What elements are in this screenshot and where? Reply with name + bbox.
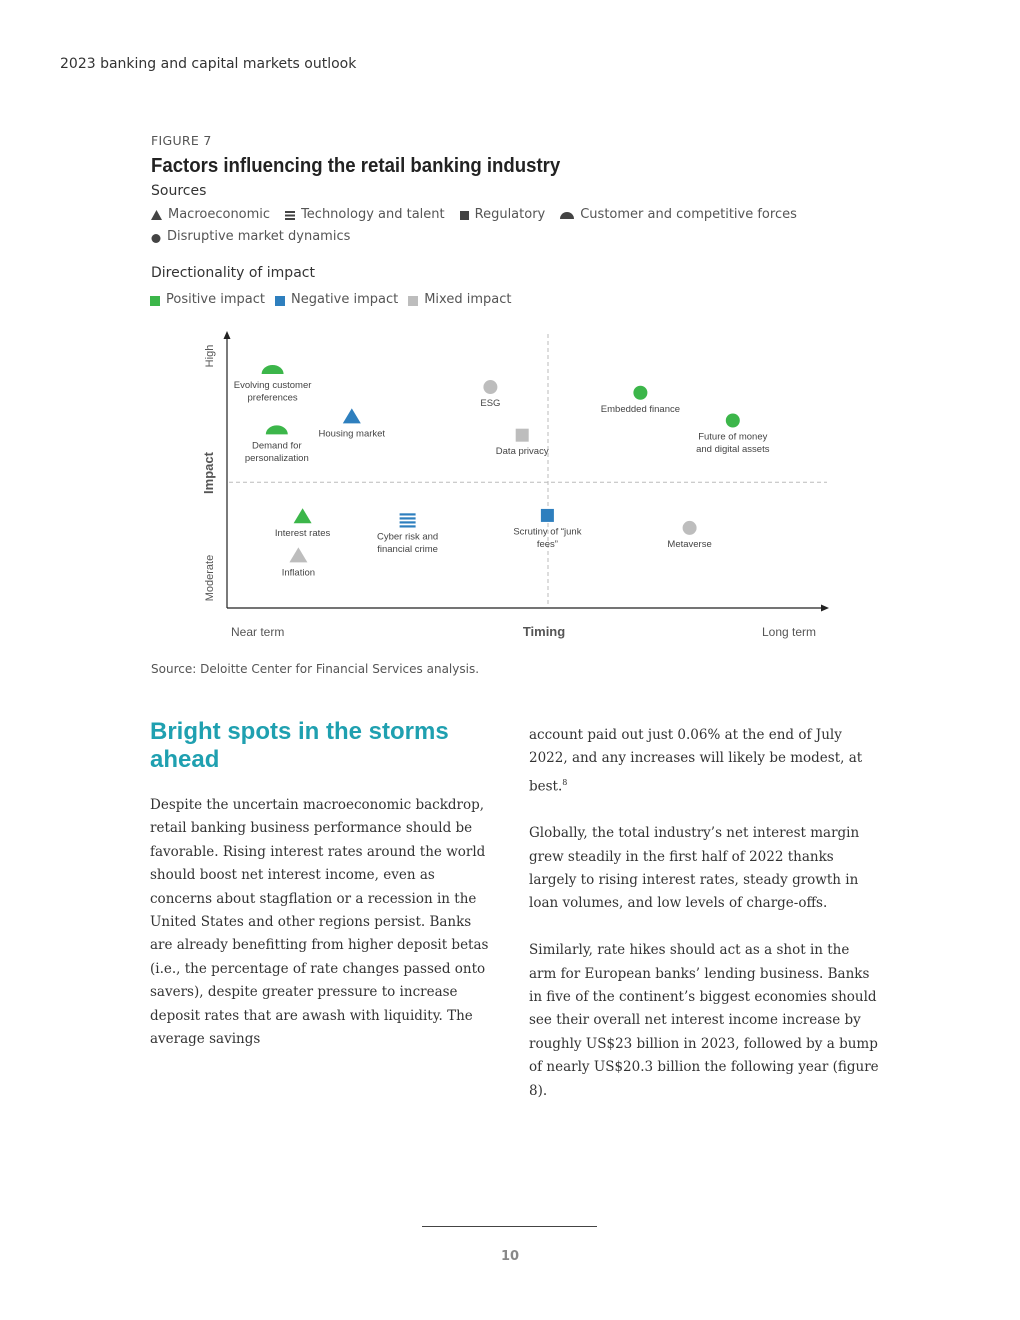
point-label [319, 428, 386, 439]
circle-marker [726, 413, 740, 427]
endnote-marker[interactable]: 8 [562, 777, 568, 787]
point-label-line: Scrutiny of “junk [513, 526, 582, 538]
y-axis-arrow [224, 331, 231, 339]
x-tick-near-term: Near term [231, 625, 285, 639]
point-label [667, 539, 711, 550]
point-label-line: fees” [536, 538, 558, 550]
triangle-marker [343, 408, 361, 423]
point-label [282, 567, 315, 578]
triangle-marker [294, 508, 312, 523]
legend-label: Disruptive market dynamics [167, 229, 351, 244]
point-label [377, 531, 438, 555]
point-demand-for-personalization [245, 425, 309, 464]
point-label [513, 526, 581, 550]
point-inflation [282, 547, 315, 578]
point-label [480, 398, 500, 409]
point-label-line: preferences [247, 392, 298, 404]
y-axis-title: Impact [201, 452, 216, 494]
x-axis-title: Timing [522, 624, 566, 639]
y-tick-moderate: Moderate [204, 554, 216, 602]
circle-marker [633, 386, 647, 400]
x-axis-arrow [821, 605, 829, 612]
legend-label: Macroeconomic [168, 207, 271, 222]
figure-title: Factors influencing the retail banking industry [151, 155, 561, 177]
point-label [496, 446, 549, 457]
square-marker [541, 509, 554, 522]
page-number: 10 [500, 1249, 520, 1264]
point-label-line: Metaverse [667, 538, 712, 550]
point-interest-rates [275, 508, 331, 539]
directionality-heading: Directionality of impact [151, 265, 315, 281]
legend-label: Customer and competitive forces [580, 207, 797, 222]
point-esg [480, 380, 500, 409]
point-label [696, 431, 770, 455]
stack-marker [400, 513, 416, 527]
point-future-of-money-and-digital-assets [696, 413, 770, 455]
point-label [234, 380, 312, 404]
body-paragraph: Similarly, rate hikes should act as a shot in the arm for European banks’ lending business. Banks in five of the continent’s biggest economies should see their overall net interest income increase by roughly US$23 billion in 2023, followed by a bump of nearly US$20.3 billion the following year (figure 8). [529, 942, 879, 1099]
body-paragraph [529, 724, 879, 799]
footer-rule [422, 1226, 597, 1227]
point-label [275, 528, 331, 539]
point-label-line: Demand for [251, 440, 302, 452]
square-marker [516, 429, 529, 442]
left-column [150, 794, 495, 1075]
x-tick-long-term: Long term [761, 625, 816, 639]
point-label-line: Inflation [281, 567, 316, 579]
dome-marker [266, 425, 288, 434]
body-paragraph: Globally, the total industry’s net interest margin grew steadily in the first half of 2022 thanks largely to rising interest rates, steady growth in loan volumes, and low levels of charge-offs. [529, 825, 860, 912]
point-housing-market [319, 408, 386, 439]
point-embedded-finance [601, 386, 680, 415]
point-label-line: and digital assets [696, 443, 770, 455]
point-data-privacy [496, 429, 549, 458]
point-label-line: Interest rates [274, 528, 331, 540]
figure-label: FIGURE 7 [151, 133, 212, 148]
legend-label: Positive impact [166, 292, 265, 307]
legend-label: Mixed impact [424, 292, 512, 307]
point-label-line: Cyber risk and [376, 531, 439, 543]
point-scrutiny-of-junk-fees [513, 509, 581, 550]
legend-label: Regulatory [474, 207, 546, 222]
point-label-line: financial crime [377, 543, 438, 555]
dome-marker [262, 365, 284, 374]
body-text: account paid out just 0.06% at the end of July 2022, and any increases will likely be modest, at best. [529, 727, 863, 795]
point-label-line: personalization [244, 452, 309, 464]
legend-label: Technology and talent [301, 207, 445, 222]
quadrant-dividers [229, 334, 827, 606]
point-label-line: Data privacy [495, 446, 549, 458]
circle-marker [483, 380, 497, 394]
circle-marker [683, 521, 697, 535]
point-evolving-customer-preferences [234, 365, 312, 404]
source-note: Source: Deloitte Center for Financial Services analysis. [151, 662, 480, 676]
body-paragraph: Despite the uncertain macroeconomic backdrop, retail banking business performance should be favorable. Rising interest rates around the world should boost net interest income, even as concerns about stagflation or a recession in the United States and other regions persist. Banks are already benefitting from higher deposit betas (i.e., the percentage of rate changes passed onto savers), despite greater pressure to increase deposit rates that are awash with liquidity. The average savings [150, 797, 489, 1048]
chart-points [234, 365, 770, 578]
right-column [529, 724, 879, 1126]
point-label-line: Evolving customer [233, 379, 312, 391]
point-label-line: Housing market [318, 428, 386, 440]
section-title: Bright spots in the storms ahead [150, 718, 449, 773]
point-label-line: Future of money [698, 431, 768, 443]
point-cyber-risk-and-financial-crime [377, 513, 438, 555]
running-header: 2023 banking and capital markets outlook [60, 56, 357, 72]
point-label-line: ESG [480, 398, 501, 410]
point-metaverse [667, 521, 711, 550]
point-label [601, 404, 680, 415]
triangle-marker [289, 547, 307, 562]
legend-label: Negative impact [291, 292, 399, 307]
sources-heading: Sources [151, 183, 207, 199]
point-label [245, 440, 309, 464]
point-label-line: Embedded finance [600, 403, 681, 415]
y-tick-high: High [204, 344, 216, 368]
